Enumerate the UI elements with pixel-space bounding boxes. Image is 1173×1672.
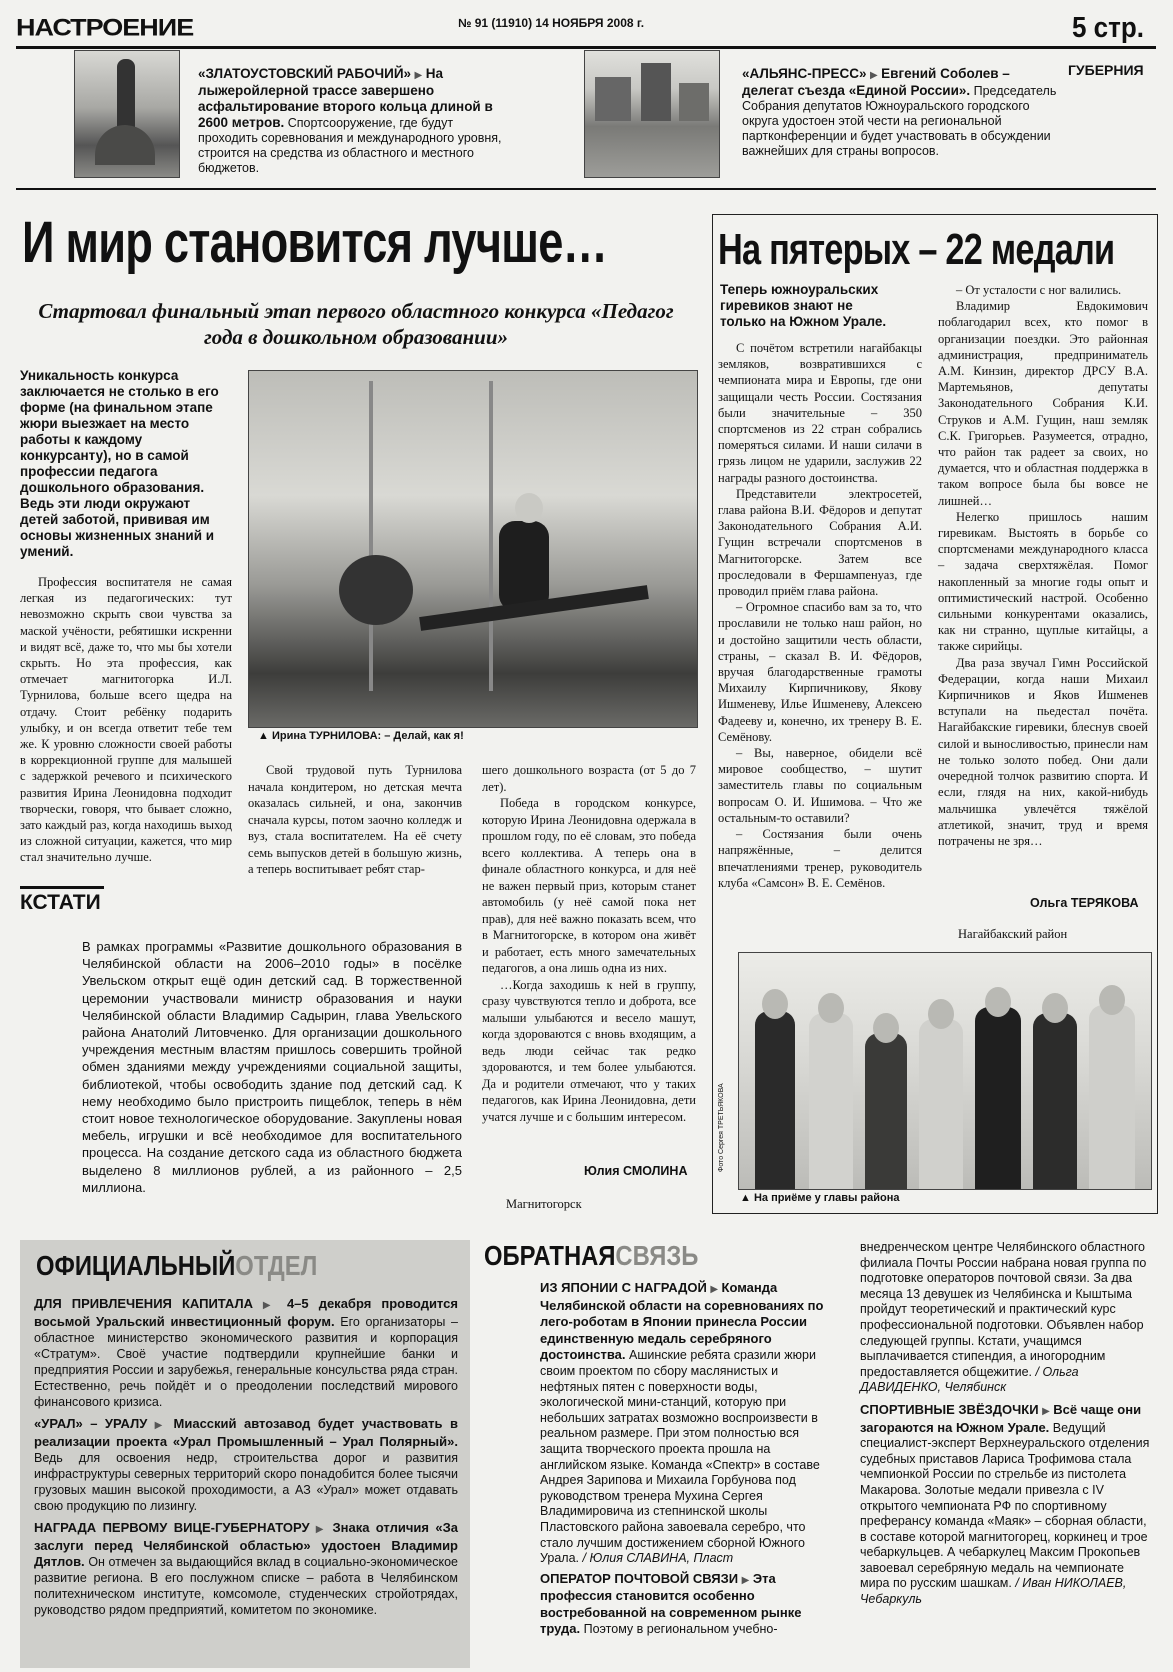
city-photo xyxy=(584,50,720,178)
item-text: Ведущий специалист-эксперт Верхнеуральского отделения судебных приставов Лариса Трофимова стала чемпионкой России по стрельбе из пистолета Макарова. Золотые медали привезла с IV открытого чемпионата РФ по спортивному преферансу команда «Маяк» – сборная области, в составе которой магнитогорец, коркинец и трое чебаркульцев. А чебаркулец Максим Прокопьев завоевал серебряную медаль на чемпионате мира по русским шашкам. xyxy=(860,1420,1150,1591)
triangle-right-icon: ▶ xyxy=(262,1300,278,1311)
teaser-alliance xyxy=(742,66,1060,159)
paragraph: Два раза звучал Гимн Российской Федерации, когда наши Михаил Кирпичников и Яков Ишменев вступали на пьедестал почёта. Нагайбакские гиревики, блеснув своей силой и выносливостью, принесли нам не только золото побед. Они дали очередной толчок развитию спорта. И если, глядя на них, какой-нибудь мальчишка увлечётся тяжёлой атлетикой, значит, труд и время потрачены не зря… xyxy=(938,655,1148,848)
article2-district: Нагайбакский район xyxy=(958,927,1068,941)
feedback-item-cont xyxy=(860,1240,1152,1396)
item-heading: «УРАЛ» – УРАЛУ xyxy=(34,1416,148,1431)
feedback-title-light: СВЯЗЬ xyxy=(615,1240,699,1271)
page-number: 5 стр. xyxy=(1072,10,1144,44)
official-title-dark: ОФИЦИАЛЬНЫЙ xyxy=(36,1250,236,1281)
article1-author: Юлия СМОЛИНА xyxy=(584,1164,688,1178)
paragraph: Нелегко пришлось нашим гиревикам. Выстоять в борьбе со спортсменами международного класса – задача сверхтяжёлая. Помог накопленный за многие годы опыт и оптимистический настрой. Особенно сильными конкурентами оказались, как ни странно, щуплые китайцы, а также сирийцы. xyxy=(938,509,1148,654)
triangle-right-icon: ▶ xyxy=(741,1574,750,1586)
item-text: Его организаторы – областное министерство экономического развития и корпорация «Стратум». Своё участие подтвердили крупнейшие банки и предприятия России и зарубежья, генеральные консульства ряда стран. Естественно, речь пойдёт и о преодолении последствий мирового финансового кризиса. xyxy=(34,1315,458,1409)
triangle-up-icon: ▲ xyxy=(740,1192,751,1204)
item-lead: Эта профессия становится особенно востребованной на современном рынке труда. xyxy=(540,1570,802,1637)
teaser-lead: На лыжеройлерной трассе завершено асфальтирование второго кольца длиной в 2600 метров. xyxy=(198,66,493,130)
photo-credit: Фото Сергея ТРЕТЬЯКОВА xyxy=(718,1083,725,1172)
article2-author: Ольга ТЕРЯКОВА xyxy=(1030,896,1139,910)
official-title xyxy=(36,1250,317,1282)
paragraph: Победа в городском конкурсе, которую Ирина Леонидовна одержала в прошлом году, по её словам, это победа всего коллектива. А теперь она в финале областного конкурса, и для неё не важен первый приз, которым станет автомобиль (у неё самой пока нет прав), для неё важно показать всем, что в Магнитогорске, в котором она живёт и работает, есть много замечательных педагогов, а она лишь одна из них. xyxy=(482,796,696,975)
kindergarten-photo xyxy=(248,370,698,728)
official-items xyxy=(34,1296,458,1618)
teaser-source: «ЗЛАТОУСТОВСКИЙ РАБОЧИЙ» xyxy=(198,66,412,81)
teaser-source: «АЛЬЯНС-ПРЕСС» xyxy=(742,66,867,81)
feedback-item xyxy=(860,1402,1152,1608)
paragraph: Владимир Евдокимович поблагодарил всех, кто помог в организации поездки. Это районная администрация, предприниматель А.М. Кинзин, директор ДРСУ В.А. Мартемьянов, депутаты Законодательного Собрания К.И. Струков и А.М. Гущин, наш земляк С.К. Григорьев. Разумеется, отрадно, что район так радеет за своих, но думается, что и областная поддержка в таком вопросе была бы вовсе не лишней… xyxy=(938,299,1148,508)
article2-col1 xyxy=(718,340,922,891)
article1-col1: Профессия воспитателя не самая легкая из педагогических: тут невозможно скрыть свои чувства за маской учёности, ребятишки искренни и видят всё, даже то, что мы бы хотели скрыть. Но эта профессия, как отмечает магнитогорка И.Л. Турнилова, больше всего щедра на отдачу. Стоит ребёнку подарить улыбку, и он всегда ответит тебе тем же. К уровню сложности своей работы в коррекционной группе для малышей с задержкой речевого и психического развития Ирина Леонидовна подходит творчески, говоря, что бывает сложно, зато каждый раз, когда находишь выход из сложной ситуации, кажется, что мир стал значительно лучше. xyxy=(20,575,232,865)
article1-lead: Уникальность конкурса заключается не столько в его форме (на финальном этапе жюри выезжает на место работы к каждому конкурсанту), но в самой профессии педагога дошкольного образования. Ведь эти люди окружают детей заботой, прививая им основы жизненных знаний и умений. xyxy=(20,368,219,559)
paragraph: …Когда заходишь к ней в группу, сразу чувствуются тепло и доброта, все малыши улыбаются и весело машут, когда здороваются с вновь входящим, а ведь люди сейчас так редко здороваются, и тем более улыбаются. Да и родители отмечают, что у таких педагогов, как Ирина Леонидовна, дети учатся лучше и с большим интересом. xyxy=(482,977,696,1124)
item-text: Ведь для освоения недр, строительства дорог и развития инфраструктуры северных территорий скоро понадобится более тысячи грузовых машин высокой проходимости, а АЗ «Урал» может отдавать свою продукцию по лизингу. xyxy=(34,1451,458,1513)
paragraph: – Состязания были очень напряжённые, – делится впечатлениями тренер, руководитель клуба «Самсон» В. Е. Семёнов. xyxy=(718,827,922,890)
article2-lead: Теперь южноуральских гиревиков знают не только на Южном Урале. xyxy=(720,282,887,329)
official-item xyxy=(34,1520,458,1618)
paragraph: шего дошкольного возраста (от 5 до 7 лет). xyxy=(482,763,696,794)
feedback-col2 xyxy=(860,1240,1152,1608)
item-lead: 4–5 декабря проводится восьмой Уральский инвестиционный форум. xyxy=(34,1296,458,1329)
article1-city: Магнитогорск xyxy=(506,1197,582,1211)
official-item xyxy=(34,1296,458,1410)
item-text: Поэтому в региональном учебно- xyxy=(583,1622,778,1637)
feedback-title-dark: ОБРАТНАЯ xyxy=(484,1240,616,1271)
item-sign: / Юлия СЛАВИНА, Пласт xyxy=(582,1551,734,1566)
triangle-right-icon: ▶ xyxy=(869,70,878,81)
photo-caption-text: Ирина ТУРНИЛОВА: – Делай, как я! xyxy=(271,730,464,742)
article1-title: И мир становится лучше… xyxy=(22,210,608,275)
header-rule xyxy=(16,46,1156,49)
teaser-text: Спортсооружение, где будут проходить соревнования и международного уровня, строится на средства из областного и местного бюджетов. xyxy=(198,116,502,175)
item-heading: СПОРТИВНЫЕ ЗВЁЗДОЧКИ xyxy=(860,1401,1039,1417)
photo-caption-2 xyxy=(740,1192,900,1204)
article2-title: На пятерых – 22 медали xyxy=(718,225,1115,274)
article1-col2: Свой трудовой путь Турнилова начала кондитером, но детская мечта оказалась сильней, и она, закончив сначала курсы, потом заочно колледж и вуз, стала воспитателем. На её счету семь выпусков детей в большую жизнь, а теперь воспитывает ребят стар- xyxy=(248,763,462,876)
feedback-item xyxy=(540,1571,830,1638)
item-text: Он отмечен за выдающийся вклад в социально-экономическое развитие региона. В его послужном списке – работа в Челябинском политехническом институте, комсомоле, студенческих стройотрядах, руководство рядом предприятий, комитетом по экономике. xyxy=(34,1555,458,1617)
teaser-lead: Евгений Соболев – делегат съезда «Единой России». xyxy=(742,66,1010,98)
teaser-text: Председатель Собрания депутатов Южноуральского городского округа удостоен этой чести на региональной партконференции и будет участвовать в обсуждении важнейших для страны вопросов. xyxy=(742,84,1057,158)
article2-col2 xyxy=(938,282,1148,849)
medalists-photo xyxy=(738,952,1152,1190)
triangle-right-icon: ▶ xyxy=(414,70,423,81)
photo-caption-1 xyxy=(258,730,464,742)
paragraph: – От усталости с ног валились. xyxy=(956,283,1122,297)
triangle-right-icon: ▶ xyxy=(154,1420,167,1431)
item-text: внедренческом центре Челябинского областного филиала Почты России набрана новая группа по подготовке операторов почтовой связи. За два месяца 13 девушек из Челябинска и Кыштыма пройдут теоретический и практический курс профессиональной подготовки. Объявлен набор следующей группы. Кстати, учащимся выплачивается стипендия, а иногородним предоставляется общежитие. xyxy=(860,1240,1147,1379)
photo-caption-text: На приёме у главы района xyxy=(753,1192,900,1204)
item-lead: Команда Челябинской области на соревнованиях по лего-роботам в Японии принесла России единственную медаль серебряного достоинства. xyxy=(540,1280,824,1363)
kstati-title: КСТАТИ xyxy=(20,886,104,915)
triangle-right-icon: ▶ xyxy=(1042,1405,1050,1417)
monument-photo xyxy=(74,50,180,178)
triangle-up-icon: ▲ xyxy=(258,730,269,742)
article1-col3 xyxy=(482,762,696,1125)
item-lead: Миасский автозавод будет участвовать в реализации проекта «Урал Промышленный – Урал Полярный». xyxy=(34,1416,458,1449)
kstati-text: В рамках программы «Развитие дошкольного образования в Челябинской области на 2006–2010 годы» в посёлке Увельском открыт ещё один детский сад. В торжественной церемонии участвовали министр образования и науки Челябинской области Владимир Садырин, глава Увельского района Анатолий Литовченко. Для организации дошкольного учреждения местным властям пришлось совершить тройной обмен зданиями между учреждениями социальной защиты, библиотекой, чтобы освободить здание под детский сад. К нему необходимо было пристроить пищеблок, теперь в нём стоит новое технологическое оборудование. Закуплены новая мебель, игрушки и всё необходимое для воспитательного процесса. На создание детского сада из областного бюджета выделено 8 миллионов рублей, а из районного – 2,5 миллиона. xyxy=(82,939,462,1195)
paragraph: С почётом встретили нагайбакцы земляков, возвратившихся с чемпионата мира и Европы, где они защищали честь России. Состязания были значительные – 350 спортсменов из 22 стран собрались померяться силами. И наши силачи в грязь лицом не ударили, заслужив 22 награды разного достоинства. xyxy=(718,341,922,485)
teaser-rule xyxy=(16,188,1156,190)
item-lead: Всё чаще они загораются на Южном Урале. xyxy=(860,1401,1142,1435)
article1-subtitle: Стартовал финальный этап первого областного конкурса «Педагог года в дошкольном образовании» xyxy=(38,299,674,349)
item-heading: ДЛЯ ПРИВЛЕЧЕНИЯ КАПИТАЛА xyxy=(34,1296,253,1311)
item-sign: / Иван НИКОЛАЕВ, Чебаркуль xyxy=(860,1576,1127,1607)
paragraph: Представители электросетей, глава района В.И. Фёдоров и депутат Законодательного Собрания А.И. Гущин встречали спортсменов в Магнитогорске. Затем все проследовали в Фершампенуаз, где проводил приём глава района. xyxy=(718,486,922,599)
triangle-right-icon: ▶ xyxy=(710,1284,719,1295)
official-item xyxy=(34,1416,458,1514)
feedback-item xyxy=(540,1280,830,1567)
item-sign: / Ольга ДАВИДЕНКО, Челябинск xyxy=(860,1364,1079,1395)
issue-info: № 91 (11910) 14 НОЯБРЯ 2008 г. xyxy=(458,16,645,30)
item-text: Ашинские ребята сразили жюри своим проектом по сбору маслянистых и нефтяных пятен с поверхности воды, экологической мини-станций, которую при небольших затратах возможно воспроизвести в реальном размере. При этом полностью вся защита творческого проекта прошла на английском языке. Команда «Спектр» в составе Андрея Зарипова и Михаила Горбунова под руководством тренера Мухина Сергея Владимировича из степнинской школы Пластовского района завоевала серебро, что стало лучшим достижением сборной Южного Урала. xyxy=(540,1348,820,1566)
teaser-tag: ГУБЕРНИЯ xyxy=(1068,62,1144,78)
triangle-right-icon: ▶ xyxy=(315,1524,327,1535)
item-lead: Знака отличия «За заслуги перед Челябинской областью» удостоен Владимир Дятлов. xyxy=(34,1520,458,1569)
feedback-col1 xyxy=(540,1280,830,1638)
section-name: НАСТРОЕНИЕ xyxy=(16,14,194,41)
official-title-light: ОТДЕЛ xyxy=(235,1250,318,1281)
feedback-title xyxy=(484,1240,698,1272)
item-heading: ИЗ ЯПОНИИ С НАГРАДОЙ xyxy=(540,1280,707,1295)
item-heading: ОПЕРАТОР ПОЧТОВОЙ СВЯЗИ xyxy=(540,1570,739,1586)
item-heading: НАГРАДА ПЕРВОМУ ВИЦЕ-ГУБЕРНАТОРУ xyxy=(34,1520,310,1535)
paragraph: – Вы, наверное, обидели всё мировое сообщество, – шутит заместитель главы по социальным вопросам О. И. Ишимова. – Что же остальным-то оставили? xyxy=(718,746,922,825)
paragraph: – Огромное спасибо вам за то, что прославили не только наш район, но и достойно защитили честь области, страны, – сказал В. И. Фёдоров, вручая благодарственные грамоты Михаилу Кирпичникову, Якову Ишменеву, Илье Ишменеву, Алексею Фадееву и, конечно, их тренеру В. Е. Семёнову. xyxy=(718,600,922,744)
teaser-zlatoust xyxy=(198,66,514,176)
